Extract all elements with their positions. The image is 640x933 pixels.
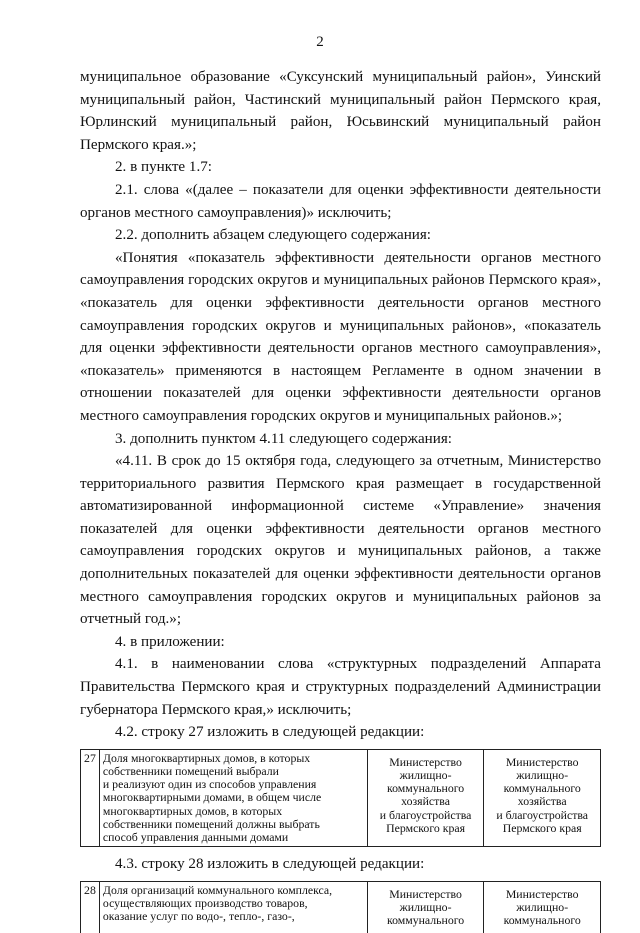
org-line: хозяйства xyxy=(517,794,567,809)
paragraph-item-3: 3. дополнить пунктом 4.11 следующего содержания: xyxy=(115,430,452,447)
org-line: Пермского края xyxy=(386,820,466,835)
paragraph-continuation: муниципальное образование «Суксунский муниципальный район», Уинский муниципальный район, Частинский муниципальный район Пермского края, Юрлинский муниципальный район, Юсьвинский муниципальный район Пермского края.»; xyxy=(80,69,601,153)
paragraph-item-4-3: 4.3. строку 28 изложить в следующей редакции: xyxy=(115,856,425,873)
description-line: и реализуют один из способов управления xyxy=(102,777,317,792)
row-description xyxy=(99,881,367,933)
description-line: многоквартирными домами, в общем числе xyxy=(102,790,322,805)
row-number: 27 xyxy=(81,749,100,846)
paragraph-item-2-2: 2.2. дополнить абзацем следующего содержания: xyxy=(115,227,431,244)
document-body xyxy=(80,66,601,933)
org-line: Министерство xyxy=(505,754,579,769)
org-line: жилищно- xyxy=(399,900,452,915)
description-line: Доля организаций коммунального комплекса, xyxy=(102,882,333,897)
paragraph-item-4-2: 4.2. строку 27 изложить в следующей редакции: xyxy=(115,724,425,741)
description-line: оказание услуг по водо-, тепло-, газо-, xyxy=(102,909,295,924)
paragraph-concepts: «Понятия «показатель эффективности деятельности органов местного самоуправления городских округов и муниципальных районов Пермского края», «показатель для оценки эффективности деятельности органов местного самоуправления городских округов и муниципальных районов», «показатель для оценки эффективности деятельности органов местного самоуправления», «показатель» применяются в настоящем Регламенте в одном значении в отношении показателей для оценки эффективности деятельности органов местного самоуправления городских округов и муниципальных районов.»; xyxy=(80,249,601,424)
page-number: 2 xyxy=(316,34,324,50)
org-line: коммунального xyxy=(503,913,581,928)
paragraph-item-4-1: 4.1. в наименовании слова «структурных подразделений Аппарата Правительства Пермского края и структурных подразделений Администрации губернатора Пермского края,» исключить; xyxy=(80,656,601,718)
table-row-27 xyxy=(80,749,601,847)
row-description xyxy=(99,749,367,846)
org-line: и благоустройства xyxy=(379,807,472,822)
description-line: собственники помещений выбрали xyxy=(102,764,279,779)
org-line: Министерство xyxy=(505,886,579,901)
org-line: жилищно- xyxy=(516,768,569,783)
org-line: хозяйства xyxy=(401,794,450,809)
paragraph-item-4-11: «4.11. В срок до 15 октября года, следующего за отчетным, Министерство территориального развития Пермского края размещает в государственной автоматизированной информационной системе «Управление» значения показателей для оценки эффективности деятельности органов местного самоуправления городских округов и муниципальных районов, а также дополнительных показателей для оценки эффективности деятельности органов местного самоуправления городских округов и муниципальных районов за отчетный год.»; xyxy=(80,453,601,628)
paragraph-item-4: 4. в приложении: xyxy=(115,633,225,650)
description-line: осуществляющих производство товаров, xyxy=(102,896,308,911)
description-line: многоквартирных домов, в которых xyxy=(102,803,283,818)
table-row-28 xyxy=(80,881,601,933)
org-line: Министерство xyxy=(389,754,462,769)
row-number: 28 xyxy=(81,881,100,933)
org-line: коммунального xyxy=(503,781,581,796)
org-line: Министерство xyxy=(389,886,462,901)
org-line: коммунального xyxy=(386,913,465,928)
responsible-org-1 xyxy=(367,881,484,933)
org-line: жилищно- xyxy=(516,900,569,915)
description-line: способ управления данными домами xyxy=(102,830,289,845)
paragraph-item-2: 2. в пункте 1.7: xyxy=(115,159,212,176)
description-line: Доля многоквартирных домов, в которых xyxy=(102,750,311,765)
paragraph-item-2-1: 2.1. слова «(далее – показатели для оценки эффективности деятельности органов местного самоуправления)» исключить; xyxy=(80,181,601,221)
responsible-org-2 xyxy=(484,881,601,933)
org-line: коммунального xyxy=(386,781,465,796)
responsible-org-2 xyxy=(484,749,601,846)
org-line: жилищно- xyxy=(399,768,452,783)
description-line: собственники помещений должны выбрать xyxy=(102,816,320,831)
responsible-org-1 xyxy=(367,749,484,846)
org-line: и благоустройства xyxy=(496,807,589,822)
org-line: Пермского края xyxy=(502,820,582,835)
